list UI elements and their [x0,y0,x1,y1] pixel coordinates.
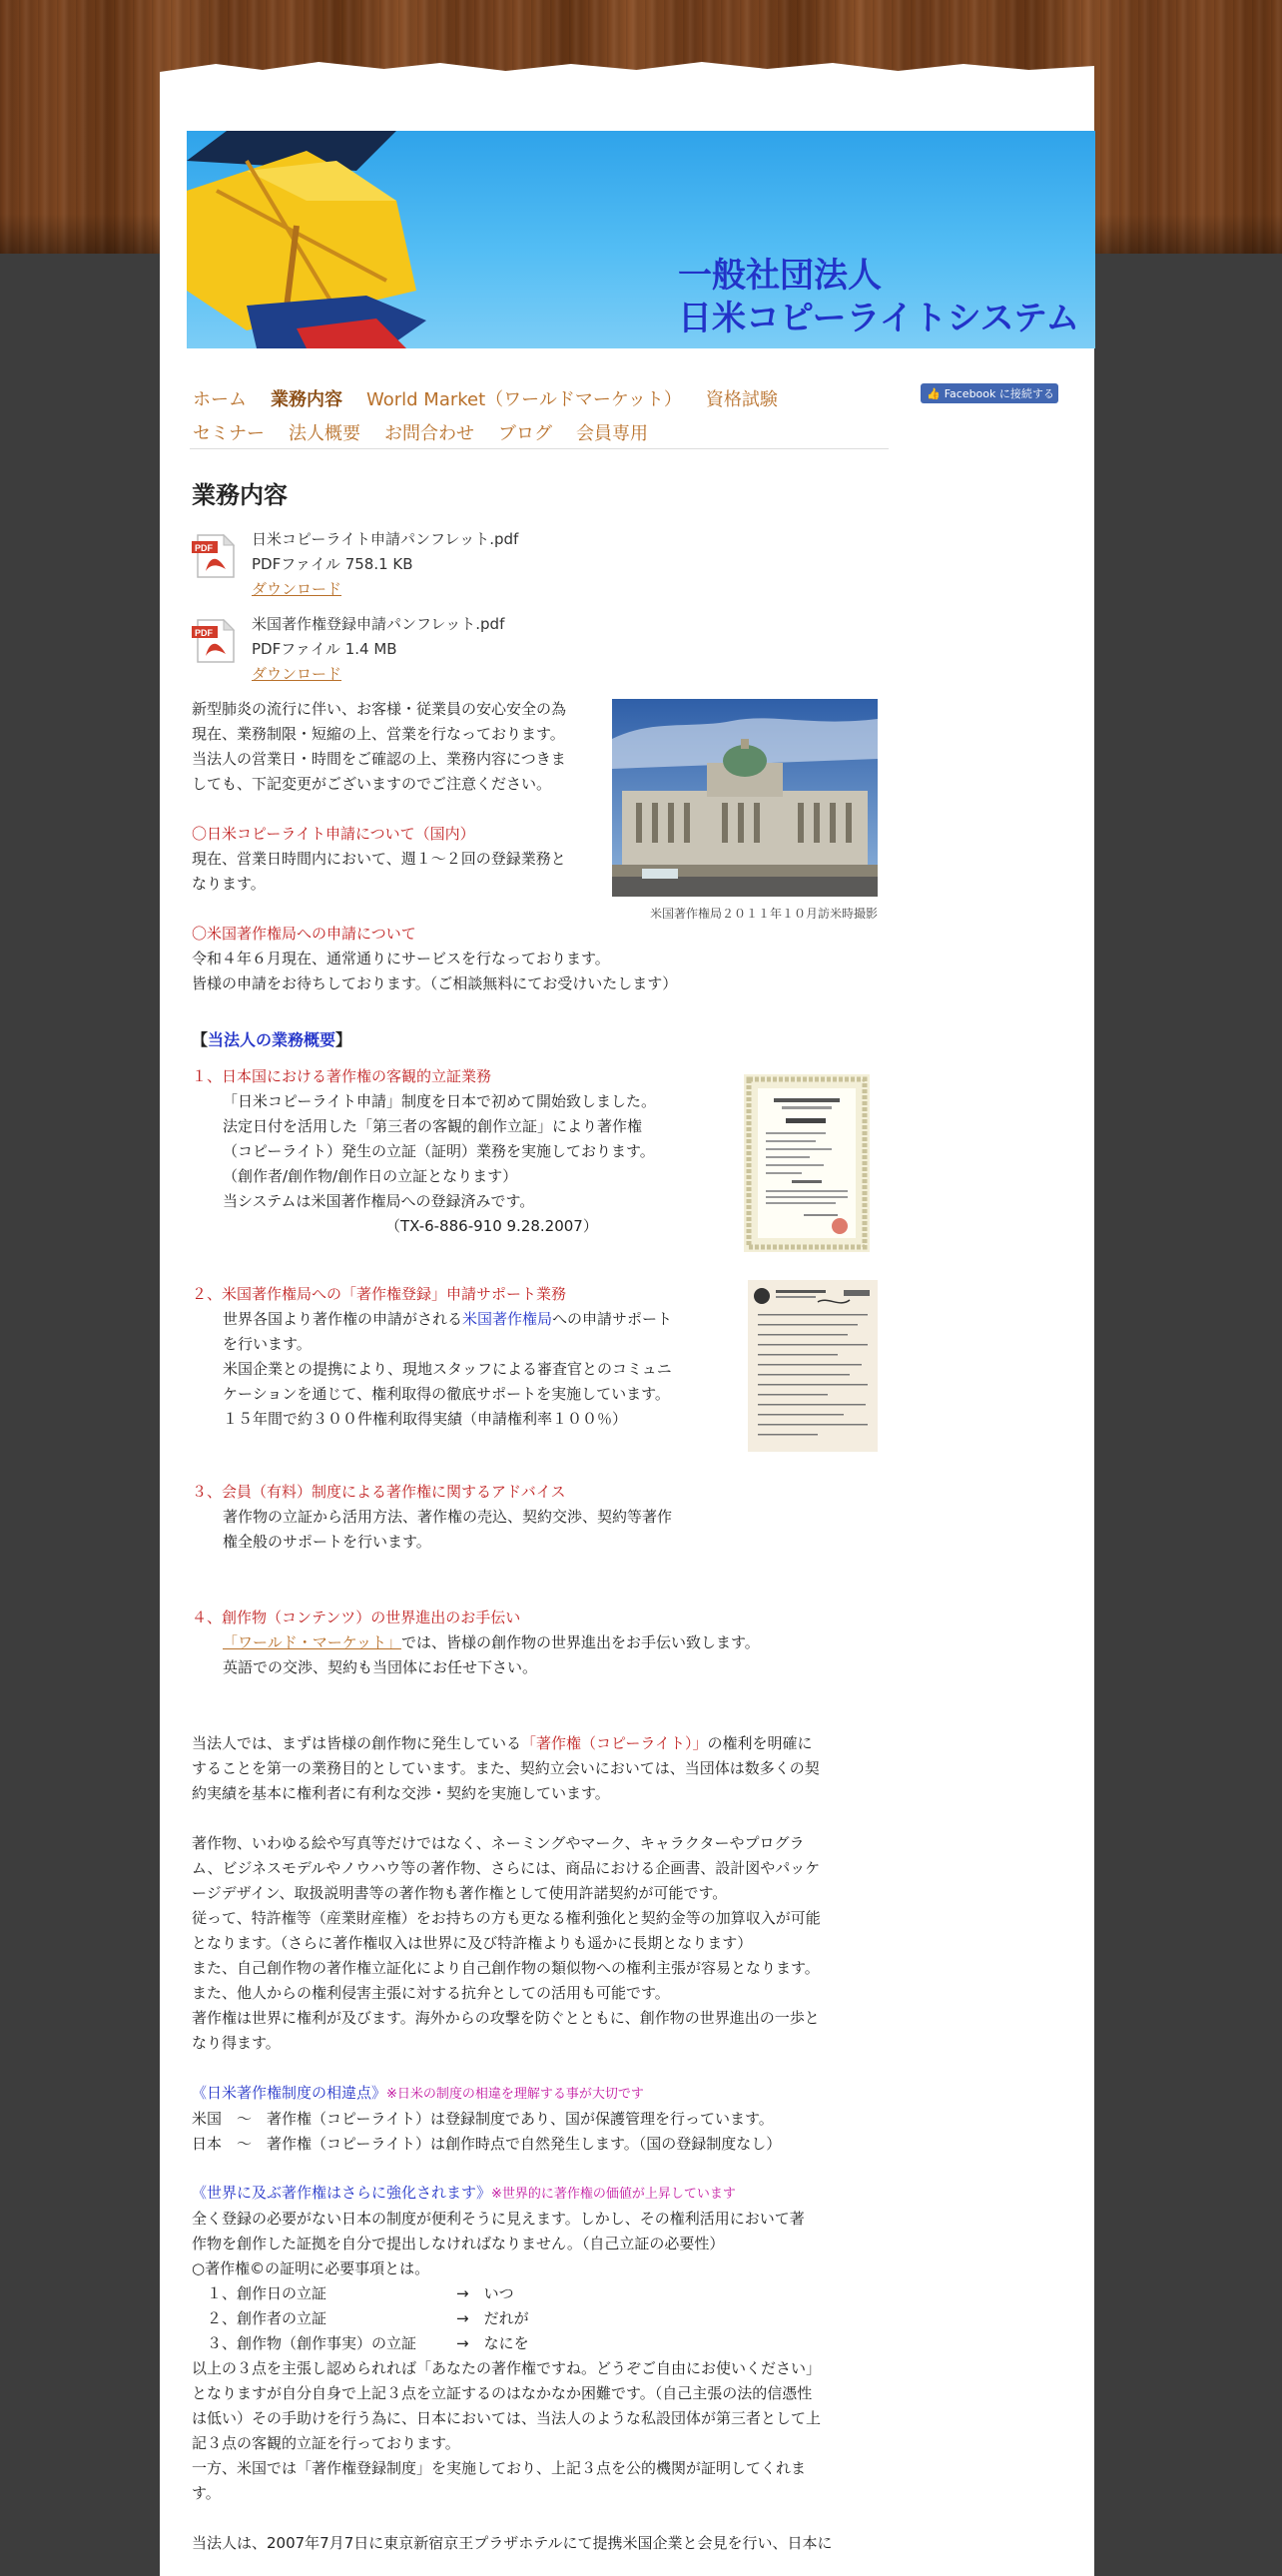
requirement-meaning: → だれが [456,2309,529,2327]
item-title: ２、米国著作権局への「著作権登録」申請サポート業務 [192,1285,567,1303]
differences-title-main: 《日米著作権制度の相違点》 [192,2084,387,2102]
download-filename: 米国著作権登録申請パンフレット.pdf [252,615,505,633]
item-line: を行います。 [223,1335,312,1353]
download-filename: 日米コピーライト申請パンフレット.pdf [252,530,519,548]
item-line: 米国企業との提携により、現地スタッフによる審査官とのコミュニ [223,1360,672,1378]
domestic-title: 〇日米コピーライト申請について（国内） [192,825,475,843]
pdf-icon [192,618,238,664]
world-market-link[interactable]: 「ワールド・マーケット」 [223,1633,401,1651]
facebook-connect-label: Facebook に接続する [944,387,1054,400]
facebook-connect-button[interactable] [921,383,1058,403]
item-text: では、皆様の創作物の世界進出をお手伝い致します。 [400,1633,760,1651]
item-line: （コピーライト）発生の立証（証明）業務を実施しております。 [223,1142,655,1160]
item-line: １５年間で約３００件権利取得実績（申請権利率１００％） [223,1410,628,1428]
overview-item-3 [192,1480,881,1606]
nav-row-1 [193,381,889,415]
site-title-line1: 一般社団法人 [678,256,882,296]
intro-paragraph [192,1731,881,1831]
paragraph-line: 約実績を基本に権利者に有利な交渉・契約を実施しています。 [192,1784,610,1802]
download-item [192,527,881,612]
world-section [192,2181,881,2556]
paragraph-line: することを第一の業務目的としています。また、契約立会いにおいては、当団体は数多くの契 [192,1759,820,1777]
site-title[interactable] [678,255,1079,340]
pdf-icon [192,533,238,579]
item-line: ケーションを通じて、権利取得の徹底サポートを実施しています。 [223,1385,670,1403]
us-line: 皆様の申請をお待ちしております。（ご相談無料にてお受けいたします） [192,974,678,992]
us-title: 〇米国著作権局への申請について [192,925,416,943]
certificate-image-us[interactable] [748,1280,878,1460]
item-text: 世界各国より著作権の申請がされる [223,1310,463,1328]
notice-section [192,697,881,1001]
paragraph-line: す。 [192,2484,221,2502]
notice-line: 当法人の営業日・時間をご確認の上、業務内容につきま [192,750,566,768]
paragraph-line: ム、ビジネスモデルやノウハウ等の著作物、さらには、商品における企画書、設計図やパッケ [192,1859,821,1877]
item-title: １、日本国における著作権の客観的立証業務 [192,1067,492,1085]
item-line: 英語での交渉、契約も当団体にお任せ下さい。 [223,1658,538,1676]
item-line: 法定日付を活用した「第三者の客観的創作立証」により著作権 [223,1117,643,1135]
nav-contact[interactable]: お問合わせ [384,423,474,444]
paragraph-line: また、自己創作物の著作権立証化により自己創作物の類似物への権利主張が容易となります。 [192,1959,820,1977]
world-note: ※世界的に著作権の価値が上昇しています [491,2187,736,2202]
paragraph-line: 当法人は、2007年7月7日に東京新宿京王プラザホテルにて提携米国企業と会見を行い、日本に [192,2534,833,2552]
paragraph-line: 日本 ～ 著作権（コピーライト）は創作時点で自然発生します。（国の登録制度なし） [192,2135,782,2153]
requirement-label: ３、創作物（創作事実）の立証 [207,2334,417,2352]
nav-row-2 [193,415,889,449]
world-title-main: 《世界に及ぶ著作権はさらに強化されます》 [192,2184,492,2202]
differences-title [192,2081,881,2107]
paragraph-line: 全く登録の必要がない日本の制度が便利そうに見えます。しかし、その権利活用において著 [192,2210,805,2228]
paragraph-line: 著作物、いわゆる絵や写真等だけではなく、ネーミングやマーク、キャラクターやプログラ [192,1834,805,1852]
item-line: 権全般のサポートを行います。 [223,1533,431,1551]
item-text: への申請サポート [552,1310,673,1328]
overview-bracket-open: 【 [192,1030,209,1049]
requirement-meaning: → いつ [456,2284,514,2302]
requirement-meaning: → なにを [456,2334,529,2352]
copyright-highlight: 「著作権（コピーライト）」 [521,1734,708,1752]
world-title [192,2181,881,2207]
nav-blog[interactable]: ブログ [498,423,552,444]
overview-item-4 [192,1606,881,1731]
paragraph-line: ○著作権©の証明に必要事項とは。 [192,2259,430,2277]
scope-paragraph [192,1831,881,2081]
paragraph-line: 著作権は世界に権利が及びます。海外からの攻撃を防ぐとともに、創作物の世界進出の一歩と [192,2009,820,2027]
item-line [192,1630,881,1655]
paragraph-line: は低い）その手助けを行う為に、日本においては、当法人のような私設団体が第三者として上 [192,2409,822,2427]
notice-line: 新型肺炎の流行に伴い、お客様・従業員の安心安全の為 [192,700,567,718]
overview-item-1 [192,1064,881,1282]
requirement-label: １、創作日の立証 [207,2284,327,2302]
us-copyright-office-link[interactable]: 米国著作権局 [462,1310,553,1328]
photo-caption: 米国著作権局２０１１年１０月訪米時撮影 [649,907,878,921]
paragraph-text: 当法人では、まずは皆様の創作物に発生している [192,1734,522,1752]
site-title-line2: 日米コピーライトシステム [678,299,1080,338]
item-title: ３、会員（有料）制度による著作権に関するアドバイス [192,1483,566,1501]
header-banner [187,131,1095,348]
download-link[interactable]: ダウンロード [252,665,342,683]
item-title: ４、創作物（コンテンツ）の世界進出のお手伝い [192,1609,521,1626]
requirement-label: ２、創作者の立証 [207,2309,327,2327]
nav-members[interactable]: 会員専用 [576,423,648,444]
main-content [192,477,881,2556]
requirement-item [192,2281,881,2306]
download-meta: PDFファイル 1.4 MB [252,640,397,658]
notice-line: しても、下記変更がございますのでご注意ください。 [192,775,552,793]
requirement-item [192,2306,881,2331]
overview-item-2 [192,1282,881,1480]
certificate-image-japan[interactable] [744,1074,870,1260]
nav-qualification[interactable]: 資格試験 [705,389,778,410]
nav-home[interactable]: ホーム [193,389,247,410]
paragraph-line: となりますが自分自身で上記３点を立証するのはなかなか困難です。（自己主張の法的信憑性 [192,2384,813,2402]
us-line: 令和４年６月現在、通常通りにサービスを行なっております。 [192,950,610,967]
page-title: 業務内容 [192,481,288,509]
paragraph-text: の権利を明確に [707,1734,813,1752]
download-link[interactable]: ダウンロード [252,580,342,598]
item-line: 著作物の立証から活用方法、著作権の売込、契約交渉、契約等著作 [223,1508,673,1526]
differences-section [192,2081,881,2181]
paragraph-line: 従って、特許権等（産業財産権）をお持ちの方も更なる権利強化と契約金等の加算収入が可能 [192,1909,821,1927]
library-of-congress-photo[interactable] [612,699,878,923]
nav-about[interactable]: 法人概要 [289,423,360,444]
main-nav [193,381,889,449]
paragraph-line: 作物を創作した証拠を自分で提出しなければなりません。（自己立証の必要性） [192,2235,725,2253]
overview-title [192,1027,881,1052]
paragraph-line: なり得ます。 [192,2034,281,2052]
item-line: （創作者/創作物/創作日の立証となります） [223,1167,518,1185]
nav-world-market[interactable]: World Market（ワールドマーケット） [366,389,682,410]
thumbs-up-icon: 👍 [927,386,941,400]
paragraph-line: 米国 ～ 著作権（コピーライト）は登録制度であり、国が保護管理を行っています。 [192,2110,774,2128]
differences-note: ※日米の制度の相違を理解する事が大切です [386,2087,644,2102]
paragraph-line: となります。（さらに著作権収入は世界に及び特許権よりも遥かに長期となります） [192,1934,753,1952]
svg-text:PDF: PDF [195,543,213,553]
item-line: 当システムは米国著作権局への登録済みです。 [223,1192,535,1210]
nav-seminar[interactable]: セミナー [193,423,265,444]
paragraph-line: 一方、米国では「著作権登録制度」を実施しており、上記３点を公的機関が証明してくれま [192,2459,807,2477]
overview-bracket-close: 】 [335,1030,352,1049]
requirement-item [192,2331,881,2356]
nav-divider [190,448,889,449]
paragraph-line: また、他人からの権利侵害主張に対する抗弁としての活用も可能です。 [192,1984,670,2002]
notice-line: 現在、業務制限・短縮の上、営業を行なっております。 [192,725,565,743]
paragraph-line: 以上の３点を主張し認められれば「あなたの著作権ですね。どうぞご自由にお使いください」 [192,2359,822,2377]
nav-services[interactable]: 業務内容 [271,389,342,410]
download-meta: PDFファイル 758.1 KB [252,555,413,573]
domestic-line: なります。 [192,875,266,893]
item-line: 「日米コピーライト申請」制度を日本で初めて開始致しました。 [223,1092,656,1110]
paragraph-line: 記３点の客観的立証を行っております。 [192,2434,460,2452]
download-item [192,612,881,697]
domestic-line: 現在、営業日時間内において、週１～２回の登録業務と [192,850,566,868]
registration-number: （TX-6-886-910 9.28.2007） [385,1217,598,1235]
overview-title-text: 当法人の業務概要 [208,1030,336,1049]
paragraph-line [192,1731,881,1756]
svg-text:PDF: PDF [195,628,213,638]
paragraph-line: ージデザイン、取扱説明書等の著作物も著作権として使用許諾契約が可能です。 [192,1884,728,1902]
